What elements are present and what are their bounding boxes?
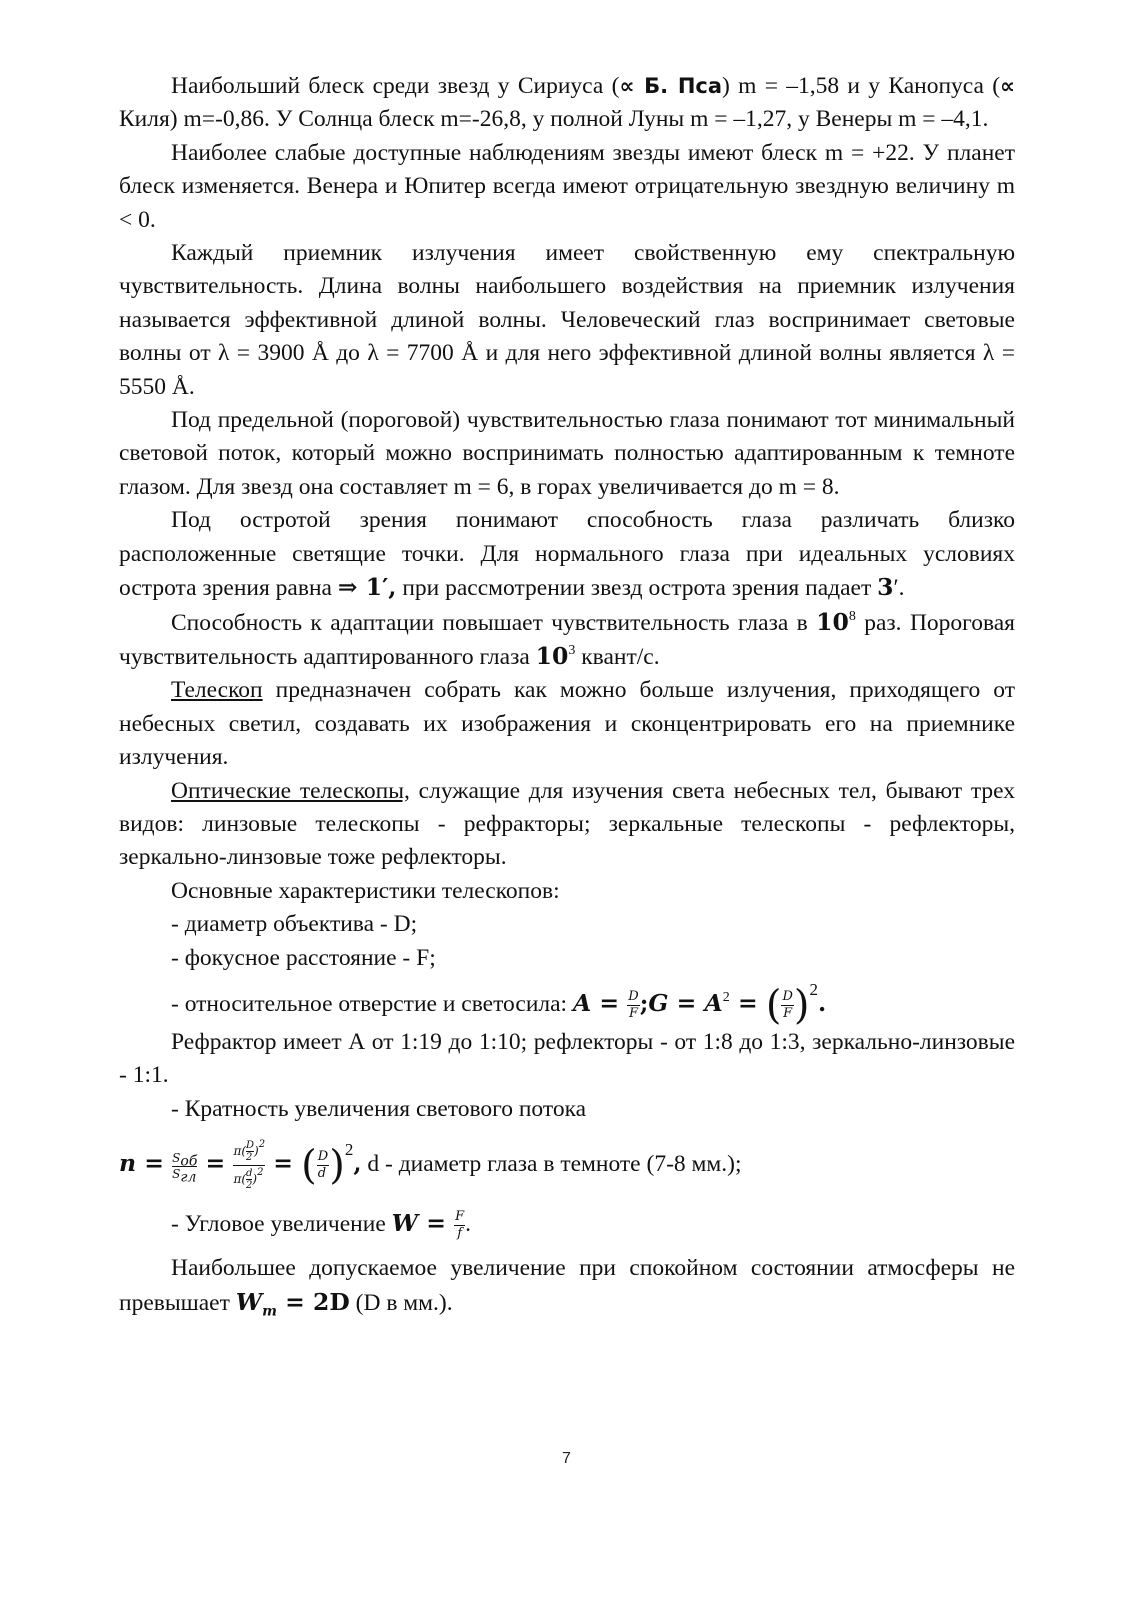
subscript: гл (180, 1169, 197, 1186)
power-exponent: 3 (568, 642, 576, 658)
numerator: D (317, 1149, 329, 1165)
exponent: 2 (344, 1140, 354, 1160)
paragraph-spectral-sensitivity: Каждый приемник излучения имеет свойственную ему спектральную чувствительность. Длина волны наибольшего воздействия на приемник излучения называется эффективной длиной волны. Человеческий глаз воспринимает световые волны от λ = 3900 Å до λ = 7700 Å и для него эффективной длиной волны является λ = 5550 Å. (119, 240, 1015, 400)
text: (D в мм.). (349, 1289, 453, 1316)
var-a: A (704, 988, 723, 1017)
period: . (817, 988, 827, 1017)
period: . (465, 1211, 471, 1238)
fraction-d-over-f (781, 989, 793, 1022)
text: при рассмотрении звезд острота зрения падает (396, 575, 878, 602)
denominator: d (317, 1166, 327, 1182)
numerator: D (628, 989, 639, 1005)
equals: = (197, 1149, 234, 1178)
power-exponent: 8 (848, 608, 856, 624)
subscript: об (180, 1153, 198, 1170)
formula-2d: = 2D (276, 1287, 350, 1316)
alpha-symbol: ∝ (1000, 74, 1015, 98)
list-item-flux-ratio: - Кратность увеличения светового потока (171, 1095, 587, 1122)
list-item-angular-magnification (119, 1199, 1015, 1248)
numerator: D (246, 1140, 255, 1152)
text: d - диаметр глаза в темноте (7-8 мм.); (361, 1151, 742, 1178)
denominator: F (628, 1006, 638, 1022)
text: Под остротой зрения понимают способность глаза различать близко расположенные светящие точки. Для нормального глаза при идеальных условиях острота зрения равна (119, 507, 1015, 602)
paragraph-telescope (119, 674, 1015, 774)
text: квант/с. (575, 643, 660, 670)
var-s: S (172, 1150, 181, 1165)
fraction-d-over-d (317, 1149, 329, 1182)
exponent: 2 (722, 989, 730, 1005)
page-content (119, 70, 1015, 1320)
prime-symbol: ′ (893, 575, 899, 602)
pi-symbol: π (233, 1144, 242, 1159)
fraction-area-ratio (233, 1140, 265, 1191)
exponent: 2 (257, 1167, 264, 1179)
page-number: 7 (562, 1450, 571, 1467)
var-a: A (572, 988, 592, 1017)
power-base: 10 (816, 607, 849, 636)
paren-right: ) (329, 1142, 345, 1189)
text: раз. Пороговая чувствительность адаптированного глаза (119, 609, 1015, 670)
paren-left: ( (301, 1142, 317, 1189)
paragraph-optical-telescopes (119, 775, 1015, 875)
equals: = (418, 1209, 455, 1238)
list-item-diameter: - диаметр объектива - D; (171, 911, 418, 938)
denominator: 2 (246, 1152, 253, 1164)
formula-acuity-stars: 3 (877, 573, 894, 602)
equals: = (668, 988, 705, 1017)
fraction-s-ratio (172, 1150, 198, 1186)
term-optical-telescopes: Оптические телескопы, (171, 777, 410, 804)
var-g: G (648, 988, 669, 1017)
term-telescope: Телескоп (171, 677, 263, 704)
numerator (172, 1150, 198, 1170)
text: ) m = –1,58 и у Канопуса ( (722, 73, 1001, 99)
formula-flux-ratio (119, 1128, 1015, 1199)
text: Киля) m=-0,86. У Солнца блеск m=-26,8, у полной Луны m = –1,27, у Венеры m = –4,1. (119, 106, 989, 133)
power-base: 10 (535, 641, 569, 670)
inner-fraction (246, 1140, 254, 1163)
text: - Угловое увеличение (171, 1211, 392, 1238)
fraction-d-over-f (627, 989, 639, 1022)
list-item-aperture (119, 979, 1015, 1029)
var-n: n (119, 1149, 137, 1178)
constellation-label: Б. Пса (634, 74, 723, 98)
paragraph-refractor: Рефрактор имеет А от 1:19 до 1:10; рефлекторы - от 1:8 до 1:3, зеркально-линзовые - 1:1. (119, 1028, 1015, 1089)
subscript: m (262, 1303, 277, 1320)
text: Наибольший блеск среди звезд у Сириуса ( (171, 73, 620, 99)
text: Наибольшее допускаемое увеличение при спокойном состоянии атмосферы не превышает (119, 1255, 1015, 1316)
denominator: F (783, 1006, 793, 1022)
numerator: D (782, 989, 793, 1005)
text: предназначен собрать как можно больше излучения, приходящего от небесных светил, создавать их изображения и сконцентрировать его на приемнике излучения. (119, 677, 1015, 771)
exponent: 2 (258, 1139, 266, 1151)
inner-fraction (246, 1168, 252, 1191)
comma: , (353, 1149, 362, 1178)
paragraph-characteristics: Основные характеристики телескопов: (171, 877, 560, 904)
list-item-focal-length: - фокусное расстояние - F; (171, 944, 436, 971)
var-w: W (235, 1287, 263, 1316)
exponent: 2 (809, 979, 818, 999)
semicolon: ; (639, 988, 649, 1017)
denominator (172, 1166, 197, 1186)
paragraph-visual-acuity (119, 504, 1015, 605)
denominator: 2 (246, 1180, 253, 1192)
paren-left: ( (765, 982, 782, 1029)
alpha-symbol: ∝ (619, 74, 635, 98)
paragraph-threshold-sensitivity: Под предельной (пороговой) чувствительностью глаза понимают тот минимальный световой поток, который можно воспринимать полностью адаптированным к темноте глазом. Для звезд она составляет m = 6, в горах увеличивается до m = 8. (119, 407, 1015, 500)
equals: = (729, 988, 766, 1017)
paren-right: ) (793, 982, 810, 1029)
equals: = (591, 988, 628, 1017)
formula-acuity: ⇒ 1′, (337, 573, 397, 602)
text: служащие для изучения света небесных тел, бывают трех видов: линзовые телескопы - рефракторы; зеркальные телескопы - рефлекторы, зеркально-линзовые тоже рефлекторы. (119, 777, 1016, 871)
text: - относительное отверстие и светосила: (171, 990, 573, 1017)
text: Способность к адаптации повышает чувствительность глаза в (171, 609, 817, 636)
paragraph-max-magnification (119, 1252, 1015, 1320)
paragraph-adaptation (119, 606, 1015, 675)
var-s: S (172, 1166, 181, 1181)
paragraph-faint-stars: Наиболее слабые доступные наблюдениям звезды имеют блеск m = +22. У планет блеск изменяется. Венера и Юпитер всегда имеют отрицательную звездную величину m < 0. (119, 139, 1015, 233)
paragraph-brightest-stars (119, 70, 1015, 137)
pi-symbol: π (233, 1172, 242, 1187)
numerator: π( $\frac{D}{2}$ )$^2$ (233, 1140, 265, 1166)
numerator: d (246, 1168, 253, 1180)
equals: = (136, 1149, 173, 1178)
denominator: π( $\frac{d}{2}$ )$^2$ (233, 1167, 264, 1192)
fraction-f-over-f (454, 1209, 465, 1242)
equals: = (265, 1149, 302, 1178)
denominator: f (457, 1226, 463, 1242)
var-w: W (391, 1209, 419, 1238)
text: . (898, 575, 905, 602)
numerator: F (455, 1209, 465, 1225)
